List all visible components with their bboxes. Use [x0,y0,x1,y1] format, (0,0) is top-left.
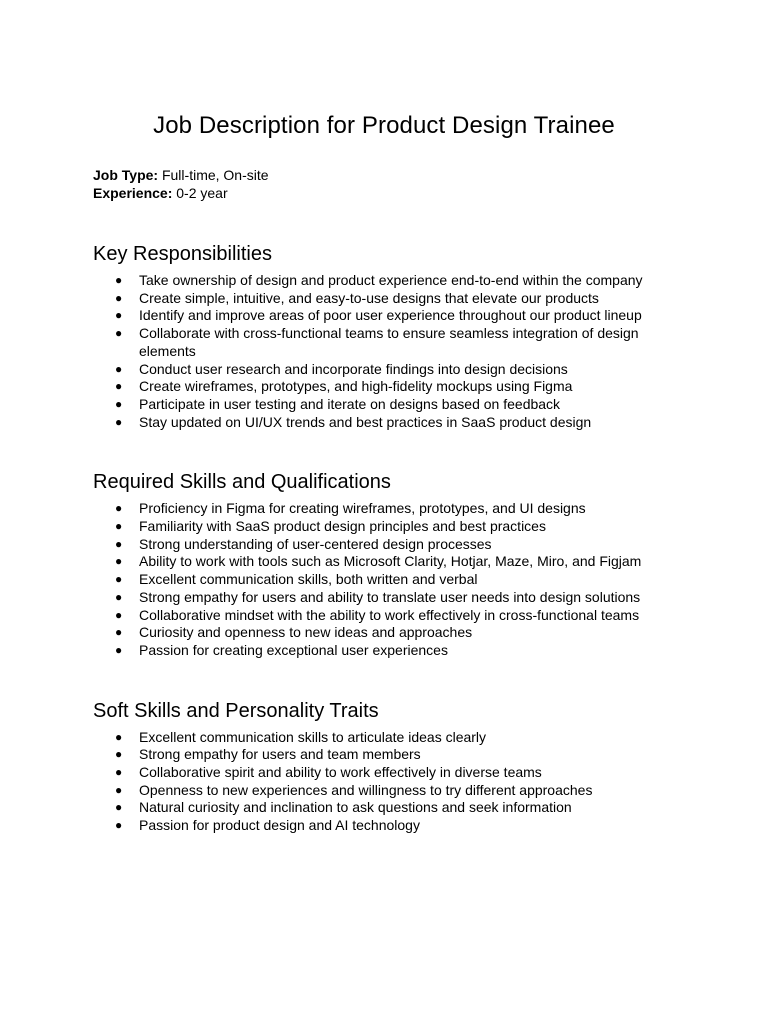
list-item-text: Conduct user research and incorporate findings into design decisions [139,360,568,377]
list-item-text: Take ownership of design and product experience end-to-end within the company [139,272,643,288]
list-item [93,396,675,414]
list-item [93,553,675,571]
bullet-icon: ● [115,625,123,640]
list-item-text: Collaborative mindset with the ability to work effectively in cross-functional teams [139,606,640,623]
list-item-text: Natural curiosity and inclination to ask questions and seek information [139,799,572,816]
list-item [93,378,675,396]
list-item [93,414,675,432]
section-heading: Soft Skills and Personality Traits [93,699,379,722]
list-item-text: Create simple, intuitive, and easy-to-use designs that elevate our products [139,289,599,306]
job-type-value: Full-time, On-site [158,167,269,183]
list-item [93,746,675,764]
bullet-icon: ● [115,379,123,394]
list-item-text: Curiosity and openness to new ideas and approaches [139,624,473,641]
bullet-icon: ● [115,501,123,516]
section-key-responsibilities [93,241,675,431]
section-soft-skills [93,698,675,835]
list-item [93,307,675,325]
list-item-text: Identify and improve areas of poor user experience throughout our product lineup [139,307,642,324]
list-item [93,799,675,817]
bullet-icon: ● [115,747,123,762]
list-item [93,764,675,782]
bullet-icon: ● [115,800,123,815]
section-required-skills [93,469,675,659]
list-item [93,607,675,625]
job-meta [93,166,675,202]
experience-line [93,184,675,202]
job-type-label: Job Type: [93,167,159,183]
list-item-text: Create wireframes, prototypes, and high-fidelity mockups using Figma [139,378,573,395]
bullet-icon: ● [115,536,123,551]
list-item [93,729,675,747]
job-type-line [93,166,675,184]
list-item [93,325,675,360]
list-item [93,272,675,290]
list-item [93,782,675,800]
bullet-icon: ● [115,308,123,323]
list-item-text: Openness to new experiences and willingness to try different approaches [139,781,593,798]
list-item [93,518,675,536]
list-item [93,817,675,835]
list-item-text: Collaborative spirit and ability to work effectively in diverse teams [139,764,542,781]
bullet-list [93,272,675,431]
bullet-icon: ● [115,818,123,833]
list-item-text: Excellent communication skills to articulate ideas clearly [139,728,487,745]
list-item-text: Passion for creating exceptional user experiences [139,641,448,658]
bullet-icon: ● [115,642,123,657]
experience-value: 0-2 year [172,185,228,201]
experience-label: Experience: [93,185,173,201]
list-item-text: Passion for product design and AI technology [139,817,420,834]
list-item [93,624,675,642]
list-item-text: Participate in user testing and iterate on designs based on feedback [139,395,561,412]
list-item-text: Strong empathy for users and ability to translate user needs into design solutions [139,588,641,605]
list-item-text: Stay updated on UI/UX trends and best practices in SaaS product design [139,413,592,430]
list-item [93,361,675,379]
bullet-icon: ● [115,273,123,287]
bullet-icon: ● [115,782,123,797]
bullet-icon: ● [115,326,123,341]
list-item [93,290,675,308]
bullet-icon: ● [115,729,123,744]
page-title: Job Description for Product Design Trainee [153,112,615,139]
bullet-icon: ● [115,414,123,429]
list-item [93,500,675,518]
bullet-icon: ● [115,554,123,569]
list-item [93,571,675,589]
list-item [93,536,675,554]
bullet-icon: ● [115,519,123,534]
bullet-list [93,729,675,835]
section-heading: Key Responsibilities [93,243,272,265]
bullet-icon: ● [115,572,123,587]
list-item-text: Ability to work with tools such as Microsoft Clarity, Hotjar, Maze, Miro, and Figjam [139,553,642,570]
bullet-icon: ● [115,290,123,305]
bullet-icon: ● [115,396,123,411]
section-heading: Required Skills and Qualifications [93,471,391,494]
list-item-text: Strong empathy for users and team members [139,746,421,763]
bullet-icon: ● [115,589,123,604]
bullet-icon: ● [115,765,123,780]
bullet-list [93,500,675,659]
list-item [93,589,675,607]
bullet-icon: ● [115,607,123,622]
list-item-text: Familiarity with SaaS product design principles and best practices [139,518,546,535]
list-item-text: Strong understanding of user-centered design processes [139,535,492,552]
list-item [93,642,675,660]
list-item-text: Collaborate with cross-functional teams to ensure seamless integration of design elements [139,325,639,359]
bullet-icon: ● [115,361,123,376]
list-item-text: Proficiency in Figma for creating wireframes, prototypes, and UI designs [139,500,586,517]
list-item-text: Excellent communication skills, both written and verbal [139,571,478,588]
